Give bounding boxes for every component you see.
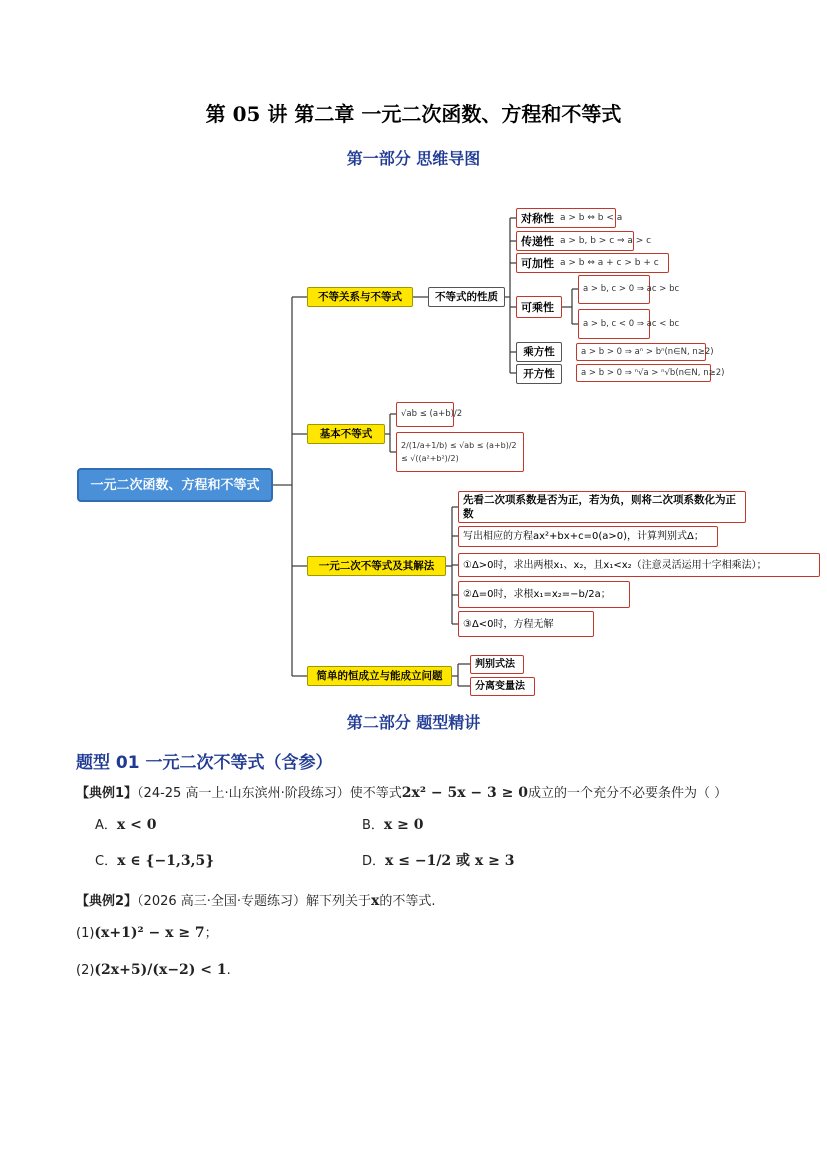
step-one-root: ②Δ=0时，求根x₁=x₂=−b/2a； [458, 581, 630, 608]
section-title: 题型 01 一元二次不等式（含参） [76, 753, 333, 773]
property-symmetry [516, 208, 623, 228]
mindmap-root: 一元二次函数、方程和不等式 [77, 468, 273, 502]
branch-always-holds: 简单的恒成立与能成立问题 [307, 666, 452, 686]
question-2-math: (2x+5)/(x−2) < 1 [94, 962, 227, 978]
basic-inequality-chain: 2/(1/a+1/b) ≤ √ab ≤ (a+b)/2 ≤ √((a²+b²)/2) [396, 432, 524, 472]
example-2-text-b: 的不等式. [379, 894, 436, 909]
basic-inequality-1: √ab ≤ (a+b)/2 [396, 402, 454, 427]
property-transitivity [516, 231, 652, 251]
step-normalize: 先看二次项系数是否为正，若为负，则将二次项系数化为正数 [458, 491, 746, 523]
option-math: x ≤ −1/2 或 x ≥ 3 [385, 853, 515, 869]
option-label: C． [95, 854, 118, 869]
option-math: x ≥ 0 [383, 817, 424, 833]
question-1-end: ； [204, 926, 218, 941]
page-title: 第 05 讲 第二章 一元二次函数、方程和不等式 [205, 102, 622, 126]
question-2-end: . [226, 963, 231, 978]
option-a[interactable] [95, 814, 156, 833]
option-label: D． [362, 854, 386, 869]
inequality-properties: 不等式的性质 [428, 287, 505, 307]
example-1-source: （24-25 高一上·山东滨州·阶段练习） [137, 786, 350, 801]
option-math: x ∈ {−1,3,5} [117, 853, 215, 869]
option-label: A． [95, 818, 117, 833]
question-1-label: (1) [76, 926, 95, 941]
property-additivity [516, 253, 669, 273]
option-c[interactable] [95, 850, 214, 869]
branch-quadratic-inequality: 一元二次不等式及其解法 [307, 556, 446, 576]
property-formula: a > b ⇔ b < a [560, 212, 623, 223]
option-b[interactable] [362, 814, 424, 833]
question-2 [76, 962, 231, 978]
part2-heading: 第二部分 题型精讲 [346, 713, 481, 732]
method-separation: 分离变量法 [470, 677, 535, 696]
example-2 [76, 890, 436, 909]
property-root: 开方性 [516, 364, 562, 384]
option-d[interactable] [362, 850, 514, 870]
example-2-label: 【典例2】 [76, 894, 138, 909]
property-formula: a > b ⇔ a + c > b + c [560, 257, 659, 268]
question-1 [76, 922, 218, 941]
step-no-root: ③Δ<0时，方程无解 [458, 611, 594, 637]
branch-inequality-relations: 不等关系与不等式 [307, 287, 413, 307]
root-formula: a > b > 0 ⇒ ⁿ√a > ⁿ√b(n∈N, n≥2) [576, 364, 711, 382]
property-name: 传递性 [521, 234, 554, 248]
option-math: x < 0 [116, 817, 157, 833]
property-name: 可乘性 [521, 300, 554, 314]
example-1-text-b: 成立的一个充分不必要条件为（ ） [527, 786, 728, 801]
property-name: 对称性 [521, 211, 554, 225]
property-power: 乘方性 [516, 342, 562, 362]
power-formula: a > b > 0 ⇒ aⁿ > bⁿ(n∈N, n≥2) [576, 343, 706, 361]
step-two-roots: ①Δ>0时，求出两根x₁、x₂，且x₁<x₂（注意灵活运用十字相乘法）； [458, 553, 820, 577]
method-discriminant: 判别式法 [470, 655, 524, 674]
option-label: B． [362, 818, 384, 833]
step-discriminant: 写出相应的方程ax²+bx+c=0(a>0)，计算判别式Δ； [458, 526, 718, 547]
multiplicativity-positive: a > b, c > 0 ⇒ ac > bc [578, 275, 650, 304]
example-2-variable: x [371, 893, 380, 909]
example-1 [76, 782, 727, 801]
question-2-label: (2) [76, 963, 95, 978]
example-2-text-a: 解下列关于 [306, 894, 372, 909]
branch-basic-inequality: 基本不等式 [307, 424, 385, 444]
example-1-inequality: 2x² − 5x − 3 ≥ 0 [401, 785, 528, 801]
question-1-math: (x+1)² − x ≥ 7 [94, 925, 205, 941]
part1-heading: 第一部分 思维导图 [346, 149, 481, 168]
example-2-source: （2026 高三·全国·专题练习） [137, 894, 307, 909]
example-1-text-a: 使不等式 [349, 786, 402, 801]
example-1-label: 【典例1】 [76, 786, 138, 801]
property-name: 可加性 [521, 256, 554, 270]
multiplicativity-negative: a > b, c < 0 ⇒ ac < bc [578, 309, 650, 339]
property-multiplicativity [516, 296, 562, 318]
property-formula: a > b, b > c ⇒ a > c [560, 235, 652, 246]
